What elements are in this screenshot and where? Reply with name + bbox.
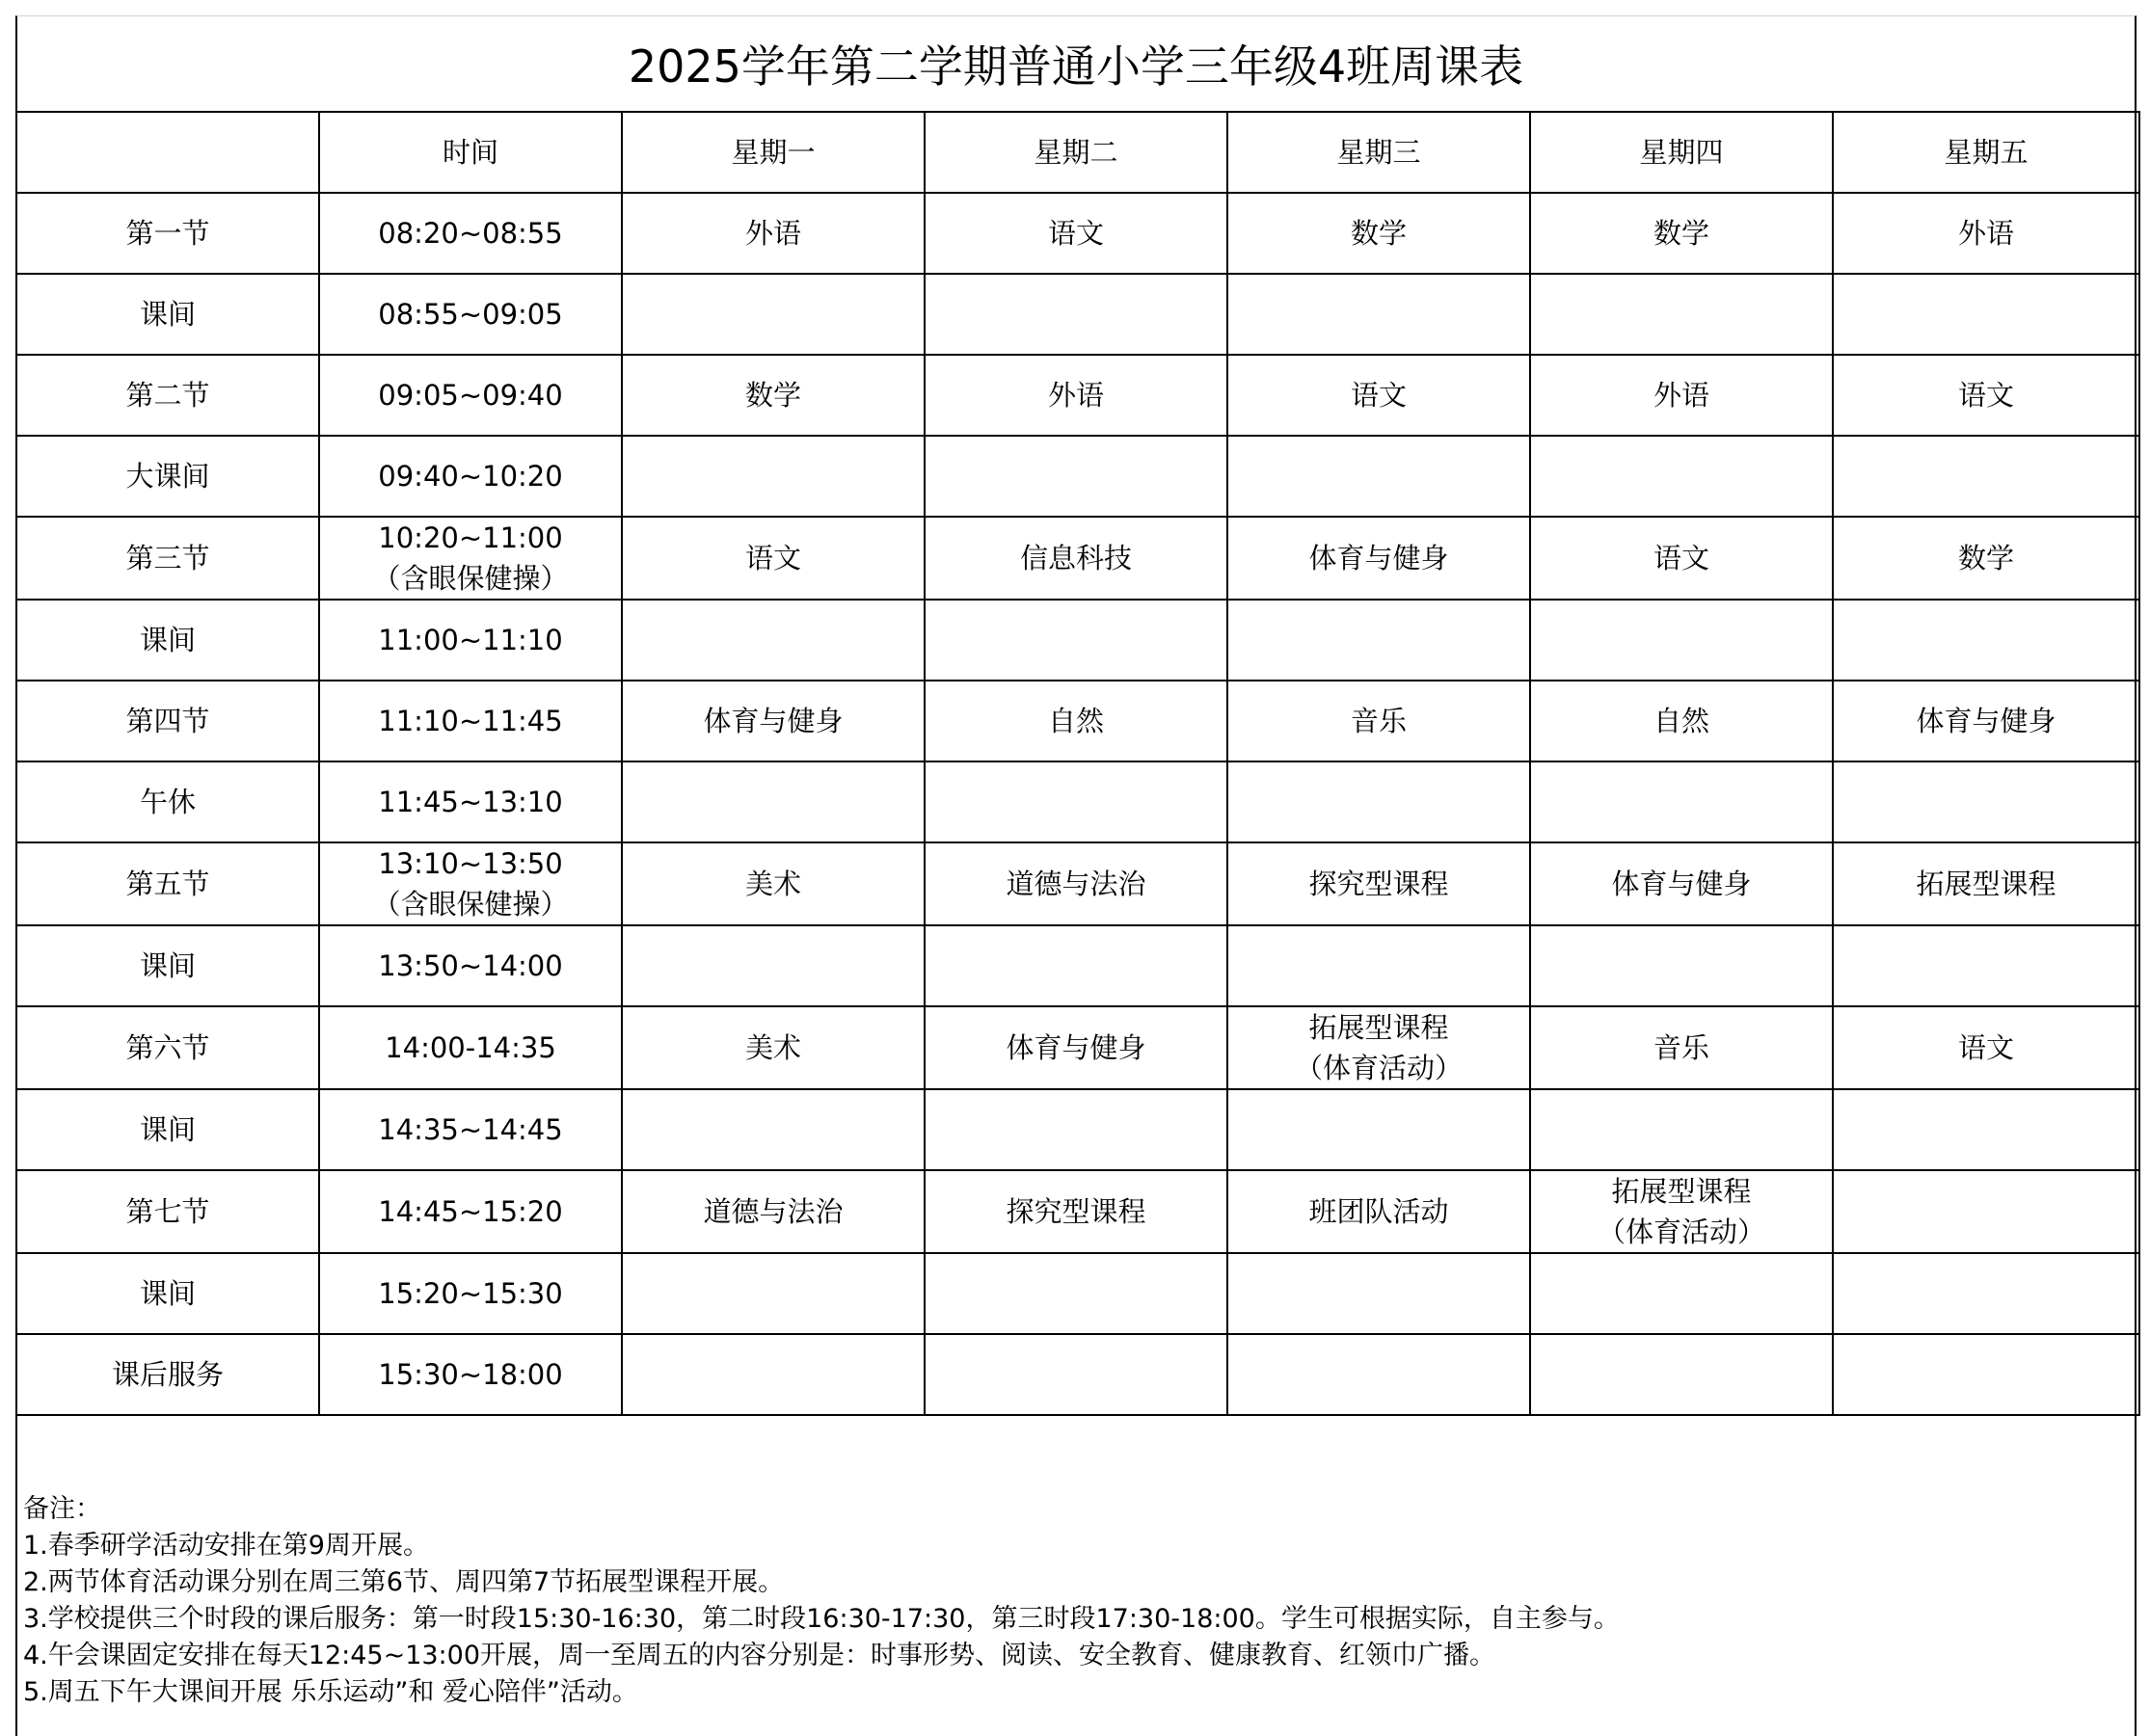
period-cell (16, 681, 319, 761)
subject-cell (925, 1334, 1227, 1415)
page-title: 2025学年第二学期普通小学三年级4班周课表 (628, 40, 1524, 93)
table-row (16, 193, 2139, 274)
schedule-body (16, 193, 2139, 1415)
period-cell-text: 大课间 (125, 460, 210, 493)
subject-cell (1833, 1334, 2139, 1415)
subject-cell (1530, 1170, 1833, 1253)
table-row (16, 1170, 2139, 1253)
header-day-cell: 星期四 (1530, 112, 1833, 193)
subject-cell (622, 274, 925, 355)
subject-cell (1227, 1089, 1530, 1170)
subject-cell (622, 1170, 925, 1253)
subject-cell (1833, 274, 2139, 355)
notes-item: 3.学校提供三个时段的课后服务：第一时段15:30-16:30，第二时段16:30-17:30，第三时段17:30-18:00。学生可根据实际，自主参与。 (23, 1604, 1620, 1634)
notes-item: 2.两节体育活动课分别在周三第6节、周四第7节拓展型课程开展。 (23, 1567, 785, 1597)
notes-section (23, 1491, 2125, 1711)
time-cell (319, 436, 622, 517)
period-cell (16, 355, 319, 436)
period-cell (16, 925, 319, 1006)
subject-cell (1530, 355, 1833, 436)
time-cell (319, 600, 622, 681)
period-cell-text: 第五节 (125, 868, 210, 900)
subject-cell (925, 193, 1227, 274)
time-cell-text: 15:30~18:00 (378, 1358, 563, 1391)
period-cell (16, 274, 319, 355)
period-cell (16, 1006, 319, 1089)
subject-cell (1530, 274, 1833, 355)
period-cell-text: 午休 (139, 786, 196, 818)
schedule-table (15, 111, 2140, 1416)
subject-cell-text: 体育与健身 (1916, 705, 2056, 737)
time-cell (319, 1006, 622, 1089)
time-cell (319, 1089, 622, 1170)
subject-cell (1227, 600, 1530, 681)
subject-cell (622, 842, 925, 925)
subject-cell (1227, 193, 1530, 274)
subject-cell-text: 语文 (1350, 379, 1407, 412)
subject-cell (1227, 274, 1530, 355)
header-day-cell: 星期一 (622, 112, 925, 193)
notes-item: 4.午会课固定安排在每天12:45~13:00开展，周一至周五的内容分别是：时事形势、阅读、安全教育、健康教育、红领巾广播。 (23, 1641, 1496, 1670)
period-cell (16, 1170, 319, 1253)
schedule-sheet (15, 15, 2137, 1736)
time-cell (319, 1253, 622, 1334)
time-cell (319, 1170, 622, 1253)
time-cell-text: 14:45~15:20 (378, 1195, 563, 1228)
subject-cell-text: 语文 (744, 542, 801, 574)
subject-cell (622, 517, 925, 600)
subject-cell-text: 外语 (744, 217, 801, 250)
time-cell-text: 15:20~15:30 (378, 1277, 563, 1310)
subject-cell-text: 数学 (1957, 542, 2014, 574)
period-cell (16, 436, 319, 517)
subject-cell-text: 自然 (1653, 705, 1709, 737)
time-cell-text: 13:50~14:00 (378, 949, 563, 982)
subject-cell (1833, 681, 2139, 761)
period-cell-text: 第一节 (125, 217, 210, 250)
subject-cell-text: 外语 (1653, 379, 1709, 412)
period-cell (16, 1253, 319, 1334)
subject-cell-text: 语文 (1653, 542, 1709, 574)
period-cell-text: 课间 (139, 624, 196, 656)
period-cell-text: 第七节 (125, 1195, 210, 1228)
subject-cell (622, 925, 925, 1006)
time-cell (319, 355, 622, 436)
time-cell-text: 08:55~09:05 (378, 298, 563, 331)
subject-cell-text: 体育与健身 (1611, 868, 1752, 900)
subject-cell (1833, 193, 2139, 274)
subject-cell-text: 道德与法治 (703, 1195, 844, 1228)
subject-cell (1833, 436, 2139, 517)
subject-cell-text: 外语 (1957, 217, 2014, 250)
table-row (16, 517, 2139, 600)
subject-cell (1227, 1334, 1530, 1415)
header-day-cell: 星期二 (925, 112, 1227, 193)
subject-cell (1227, 681, 1530, 761)
time-cell-text: 11:45~13:10 (378, 786, 563, 818)
subject-cell (925, 274, 1227, 355)
subject-cell (622, 600, 925, 681)
subject-cell-text: 道德与法治 (1006, 868, 1146, 900)
notes-item: 1.春季研学活动安排在第9周开展。 (23, 1531, 429, 1561)
header-corner-cell (16, 112, 319, 193)
subject-cell (925, 1170, 1227, 1253)
time-cell (319, 274, 622, 355)
time-cell (319, 761, 622, 842)
subject-cell (1227, 925, 1530, 1006)
subject-cell (1227, 517, 1530, 600)
subject-cell (1833, 355, 2139, 436)
subject-cell (1833, 1253, 2139, 1334)
table-row (16, 842, 2139, 925)
subject-cell (1530, 1334, 1833, 1415)
period-cell-text: 第六节 (125, 1031, 210, 1064)
subject-cell-text: 拓展型课程 （体育活动） (1294, 1011, 1463, 1084)
period-cell (16, 1334, 319, 1415)
subject-cell (622, 193, 925, 274)
subject-cell (622, 761, 925, 842)
period-cell-text: 第二节 (125, 379, 210, 412)
subject-cell (1530, 761, 1833, 842)
period-cell (16, 193, 319, 274)
table-row (16, 1334, 2139, 1415)
subject-cell-text: 美术 (744, 1031, 801, 1064)
subject-cell (1833, 600, 2139, 681)
table-row (16, 1006, 2139, 1089)
subject-cell-text: 探究型课程 (1308, 868, 1449, 900)
subject-cell (1227, 1253, 1530, 1334)
table-row (16, 600, 2139, 681)
subject-cell (925, 842, 1227, 925)
subject-cell-text: 体育与健身 (703, 705, 844, 737)
period-cell-text: 课间 (139, 1113, 196, 1146)
subject-cell (622, 1006, 925, 1089)
time-cell (319, 1334, 622, 1415)
subject-cell-text: 探究型课程 (1006, 1195, 1146, 1228)
time-cell-text: 09:05~09:40 (378, 379, 563, 412)
subject-cell (925, 355, 1227, 436)
time-cell-text: 10:20~11:00 （含眼保健操） (372, 521, 569, 595)
subject-cell (925, 925, 1227, 1006)
subject-cell (1833, 517, 2139, 600)
subject-cell-text: 拓展型课程 (1916, 868, 2056, 900)
subject-cell (925, 436, 1227, 517)
subject-cell-text: 体育与健身 (1006, 1031, 1146, 1064)
table-row (16, 355, 2139, 436)
subject-cell (622, 1253, 925, 1334)
table-row (16, 681, 2139, 761)
subject-cell (925, 761, 1227, 842)
subject-cell (1833, 1089, 2139, 1170)
table-row (16, 1253, 2139, 1334)
period-cell (16, 600, 319, 681)
subject-cell (1530, 1006, 1833, 1089)
subject-cell (622, 1334, 925, 1415)
subject-cell (925, 517, 1227, 600)
subject-cell (1227, 355, 1530, 436)
subject-cell-text: 语文 (1957, 1031, 2014, 1064)
subject-cell (1530, 436, 1833, 517)
subject-cell (622, 1089, 925, 1170)
subject-cell-text: 信息科技 (1019, 542, 1132, 574)
subject-cell-text: 自然 (1047, 705, 1104, 737)
subject-cell (1530, 600, 1833, 681)
time-cell-text: 11:00~11:10 (378, 624, 563, 656)
table-row (16, 436, 2139, 517)
notes-heading: 备注： (23, 1494, 101, 1524)
time-cell-text: 11:10~11:45 (378, 705, 563, 737)
subject-cell-text: 数学 (744, 379, 801, 412)
period-cell-text: 第三节 (125, 542, 210, 574)
period-cell (16, 842, 319, 925)
subject-cell (1833, 1006, 2139, 1089)
period-cell-text: 课间 (139, 298, 196, 331)
period-cell (16, 517, 319, 600)
subject-cell (925, 1089, 1227, 1170)
time-cell (319, 517, 622, 600)
table-row (16, 761, 2139, 842)
table-row (16, 274, 2139, 355)
subject-cell (1530, 681, 1833, 761)
subject-cell-text: 语文 (1957, 379, 2014, 412)
period-cell (16, 1089, 319, 1170)
subject-cell (1530, 842, 1833, 925)
subject-cell (925, 1253, 1227, 1334)
subject-cell-text: 拓展型课程 （体育活动） (1597, 1175, 1765, 1248)
subject-cell-text: 数学 (1350, 217, 1407, 250)
subject-cell-text: 数学 (1653, 217, 1709, 250)
period-cell-text: 课间 (139, 1277, 196, 1310)
subject-cell-text: 班团队活动 (1308, 1195, 1449, 1228)
time-cell-text: 13:10~13:50 （含眼保健操） (372, 847, 569, 921)
time-cell-text: 09:40~10:20 (378, 460, 563, 493)
time-cell-text: 08:20~08:55 (378, 217, 563, 250)
header-row (16, 112, 2139, 193)
table-row (16, 925, 2139, 1006)
table-row (16, 1089, 2139, 1170)
period-cell-text: 第四节 (125, 705, 210, 737)
notes-item: 5.周五下午大课间开展 乐乐运动”和 爱心陪伴”活动。 (23, 1677, 638, 1707)
subject-cell (1833, 925, 2139, 1006)
time-cell-text: 14:00-14:35 (385, 1031, 556, 1064)
subject-cell-text: 外语 (1047, 379, 1104, 412)
subject-cell-text: 音乐 (1653, 1031, 1709, 1064)
header-day-cell: 星期三 (1227, 112, 1530, 193)
period-cell-text: 课间 (139, 949, 196, 982)
header-time-cell: 时间 (319, 112, 622, 193)
subject-cell-text: 音乐 (1350, 705, 1407, 737)
subject-cell (1227, 1170, 1530, 1253)
subject-cell (1833, 842, 2139, 925)
subject-cell (1227, 842, 1530, 925)
subject-cell (925, 1006, 1227, 1089)
subject-cell-text: 体育与健身 (1308, 542, 1449, 574)
subject-cell (1227, 761, 1530, 842)
subject-cell (1530, 193, 1833, 274)
period-cell (16, 761, 319, 842)
subject-cell (622, 681, 925, 761)
subject-cell (1833, 1170, 2139, 1253)
subject-cell (1227, 1006, 1530, 1089)
header-day-cell: 星期五 (1833, 112, 2139, 193)
subject-cell (622, 355, 925, 436)
subject-cell (1833, 761, 2139, 842)
subject-cell (1227, 436, 1530, 517)
subject-cell (1530, 517, 1833, 600)
subject-cell (925, 600, 1227, 681)
time-cell-text: 14:35~14:45 (378, 1113, 563, 1146)
subject-cell (1530, 1089, 1833, 1170)
subject-cell (1530, 1253, 1833, 1334)
period-cell-text: 课后服务 (111, 1358, 224, 1391)
subject-cell-text: 语文 (1047, 217, 1104, 250)
subject-cell (1530, 925, 1833, 1006)
time-cell (319, 681, 622, 761)
time-cell (319, 193, 622, 274)
time-cell (319, 925, 622, 1006)
time-cell (319, 842, 622, 925)
subject-cell-text: 美术 (744, 868, 801, 900)
subject-cell (622, 436, 925, 517)
subject-cell (925, 681, 1227, 761)
